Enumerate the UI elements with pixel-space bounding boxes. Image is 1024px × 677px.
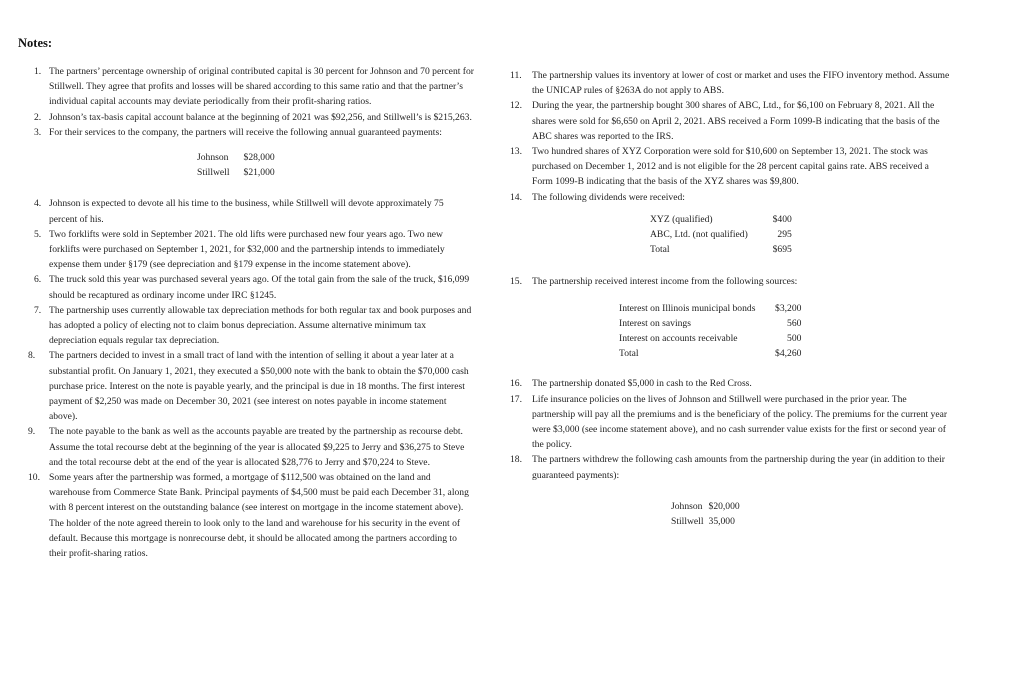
note-text: The partnership donated $5,000 in cash to the Red Cross.: [532, 378, 752, 390]
note-item: [34, 303, 474, 349]
note-item: [34, 110, 474, 125]
interest-amount: $3,200: [775, 302, 802, 314]
table-row: [619, 331, 801, 346]
table-row: [619, 346, 801, 361]
table-row: [650, 227, 792, 242]
payment-amount: $28,000: [243, 152, 275, 164]
dividends-table: [650, 212, 792, 258]
interest-label: Interest on savings: [619, 317, 691, 329]
note-item: [34, 196, 474, 226]
withdrawals-table: [671, 499, 740, 529]
note-item: [28, 424, 474, 470]
interest-amount: 560: [787, 317, 802, 329]
note-text: The partnership uses currently allowable tax depreciation methods for both regular tax and book purposes and has adopted a policy of electing not to claim bonus depreciation. Assume alternative minimum tax depreciation equals regular tax depreciation.: [49, 304, 472, 347]
payment-amount: $21,000: [243, 167, 275, 179]
note-item: [28, 470, 474, 561]
table-row: [671, 514, 740, 529]
note-number: 4.: [34, 198, 42, 210]
dividend-amount: $695: [772, 244, 792, 256]
note-number: 16.: [510, 378, 522, 390]
note-item: [510, 68, 950, 98]
note-number: 11.: [510, 70, 522, 81]
interest-amount: 500: [787, 333, 802, 345]
interest-amount: $4,260: [775, 348, 802, 360]
note-item: [510, 392, 950, 453]
table-row: [650, 242, 792, 257]
partner-name: Johnson: [197, 152, 229, 164]
note-item: [510, 274, 950, 289]
note-number: 3.: [34, 126, 42, 138]
note-number: 1.: [34, 66, 42, 77]
partner-name: Stillwell: [197, 167, 230, 179]
note-item: [34, 125, 474, 140]
dividend-amount: $400: [772, 213, 792, 225]
note-item: [510, 144, 950, 190]
note-number: 7.: [34, 304, 42, 316]
note-item: [34, 64, 474, 110]
partner-name: Johnson: [671, 500, 703, 512]
note-text: The partners withdrew the following cash amounts from the partnership during the year (in addition to their guaranteed payments):: [532, 454, 945, 481]
note-text: Johnson’s tax-basis capital account balance at the beginning of 2021 was $92,256, and Stillwell’s is $215,263.: [49, 111, 472, 123]
notes-right-column: [510, 68, 950, 529]
note-item: [510, 452, 950, 482]
note-text: Some years after the partnership was formed, a mortgage of $112,500 was obtained on the land and warehouse from Commerce State Bank. Principal payments of $4,500 must be paid each December 31, along with 8 percent interest on the outstanding balance (see interest on mortgage in the income statement above). The holder of the note agreed therein to look only to the land and warehouse for his security in the event of default. Because this mortgage is nonrecourse debt, it should be allocated among the partners according to their profit-sharing ratios.: [49, 472, 469, 560]
partner-name: Stillwell: [671, 516, 704, 528]
note-text: For their services to the company, the partners will receive the following annual guaranteed payments:: [49, 126, 442, 138]
interest-table: [619, 301, 801, 362]
interest-label: Interest on accounts receivable: [619, 333, 738, 345]
note-item: [510, 376, 950, 391]
note-text: Johnson is expected to devote all his time to the business, while Stillwell will devote approximately 75 percent of his.: [49, 198, 444, 225]
note-text: During the year, the partnership bought 300 shares of ABC, Ltd., for $6,100 on February 8, 2021. All the shares were sold for $6,650 on April 2, 2021. ABS received a Form 1099-B indicating that the basis of the ABC shares was reported to the IRS.: [532, 100, 940, 142]
note-text: The partnership received interest income from the following sources:: [532, 276, 798, 288]
dividend-label: Total: [650, 244, 670, 256]
note-text: The following dividends were received:: [532, 191, 685, 203]
note-number: 12.: [510, 100, 522, 112]
dividend-label: ABC, Ltd. (not qualified): [650, 229, 748, 241]
note-number: 8.: [28, 350, 36, 362]
note-text: The partners decided to invest in a small tract of land with the intention of selling it about a year later at a substantial profit. On January 1, 2021, they executed a $50,000 note with the bank to obtain the $70,000 cash purchase price. Interest on the note is payable yearly, and the principal is due in 18 months. The first interest payment of $2,250 was made on December 30, 2021 (see interest on notes payable in income statement above).: [49, 350, 469, 423]
withdrawal-amount: 35,000: [708, 516, 735, 528]
note-number: 5.: [34, 228, 42, 240]
note-text: Two forklifts were sold in September 2021. The old lifts were purchased new four years ago. Two new forklifts were purchased on September 1, 2021, for $32,000 and the partnership intends to immediately expense them under §179 (see depreciation and §179 expense in the income statement above).: [49, 228, 445, 271]
note-number: 15.: [510, 276, 522, 288]
table-row: [619, 316, 801, 331]
notes-title: Notes:: [18, 36, 53, 50]
note-number: 14.: [510, 191, 522, 203]
note-number: 13.: [510, 146, 522, 158]
note-text: The truck sold this year was purchased several years ago. Of the total gain from the sale of the truck, $16,099 should be recaptured as ordinary income under IRC §1245.: [49, 274, 470, 301]
note-number: 18.: [510, 454, 522, 466]
table-row: [619, 301, 801, 316]
note-text: Two hundred shares of XYZ Corporation were sold for $10,600 on September 13, 2021. The stock was purchased on December 1, 2012 and is not eligible for the 28 percent capital gains rate. ABS received a Form 1099-B indicating that the basis of the XYZ shares was $9,800.: [532, 146, 929, 188]
table-row: [650, 212, 792, 227]
guaranteed-payments-table: [197, 150, 275, 180]
dividend-label: XYZ (qualified): [650, 213, 713, 225]
note-item: [28, 348, 474, 424]
note-text: The partnership values its inventory at lower of cost or market and uses the FIFO inventory method. Assume the UNICAP rules of §263A do not apply to ABS.: [532, 70, 950, 97]
note-item: [510, 190, 950, 205]
note-item: [34, 272, 474, 302]
table-row: [197, 150, 275, 165]
note-text: The partners’ percentage ownership of original contributed capital is 30 percent for Johnson and 70 percent for Stillwell. They agree that profits and losses will be shared according to this same ratio and that the partner’s individual capital accounts may deviate periodically from their profit-sharing ratios.: [49, 66, 474, 108]
note-text: Life insurance policies on the lives of Johnson and Stillwell were purchased in the prior year. The partnership will pay all the premiums and is the beneficiary of the policy. The premiums for the current year were $3,000 (see income statement above), and no cash surrender value exists for the first or second year of the policy.: [532, 393, 948, 451]
table-row: [671, 499, 740, 514]
interest-label: Interest on Illinois municipal bonds: [619, 302, 756, 314]
note-number: 9.: [28, 426, 36, 438]
note-number: 10.: [28, 472, 40, 484]
notes-left-column: [28, 64, 474, 561]
withdrawal-amount: $20,000: [708, 500, 740, 512]
note-item: [510, 98, 950, 144]
note-number: 2.: [34, 111, 42, 123]
table-row: [197, 165, 275, 180]
interest-label: Total: [619, 348, 639, 360]
dividend-amount: 295: [777, 229, 792, 241]
note-item: [34, 227, 474, 273]
note-text: The note payable to the bank as well as the accounts payable are treated by the partnership as recourse debt. Assume the total recourse debt at the beginning of the year is allocated $9,225 to Jerry and $36,275 to Steve and the total recourse debt at the end of the year is allocated $28,776 to Jerry and $70,224 to Steve.: [49, 426, 465, 468]
note-number: 17.: [510, 393, 522, 405]
note-number: 6.: [34, 274, 42, 286]
